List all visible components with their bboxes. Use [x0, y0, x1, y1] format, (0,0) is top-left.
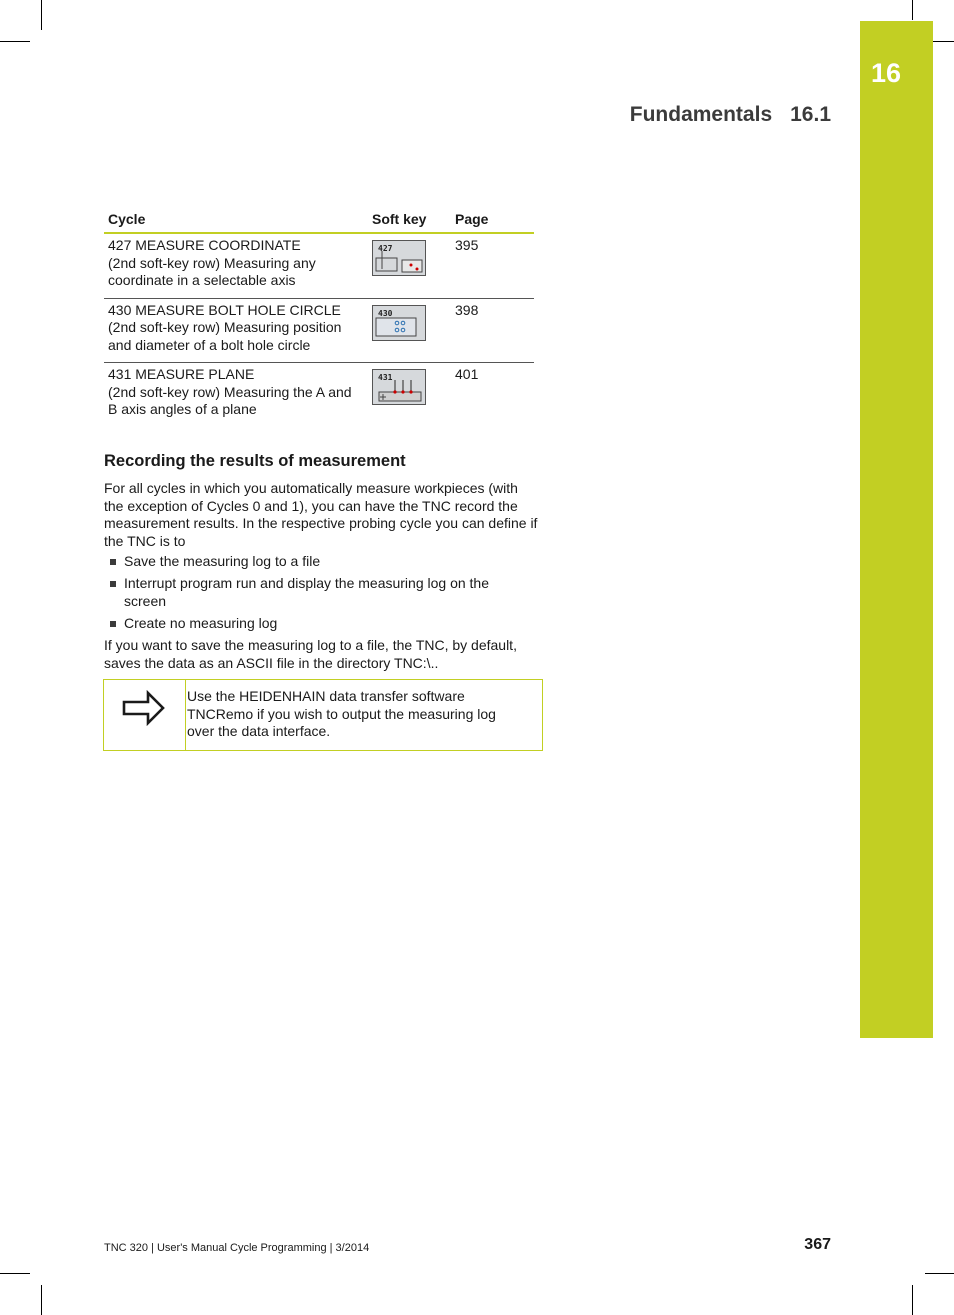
page-number: 367 — [804, 1236, 831, 1253]
page-cell: 398 — [451, 298, 534, 363]
note-divider — [185, 680, 186, 750]
softkey-431-button[interactable] — [372, 369, 426, 405]
cycle-cell — [104, 233, 368, 298]
bullet-icon — [110, 559, 116, 565]
note-box — [103, 679, 543, 751]
crop-mark — [41, 1285, 42, 1315]
table-row — [104, 363, 534, 427]
cycle-title: 427 MEASURE COORDINATE — [108, 237, 301, 253]
list-item — [104, 553, 524, 571]
header-section: 16.1 — [790, 103, 831, 126]
list-item — [104, 615, 524, 633]
column-header-cycle: Cycle — [104, 207, 368, 233]
bolt-hole-circle-icon — [373, 306, 425, 340]
cycle-description: (2nd soft-key row) Measuring position and diameter of a bolt hole circle — [108, 319, 342, 353]
measure-plane-icon — [373, 370, 425, 404]
chapter-number: 16 — [870, 58, 902, 88]
softkey-label: 431 — [378, 373, 393, 382]
list-item-text: Save the measuring log to a file — [124, 553, 321, 569]
cycle-title: 430 MEASURE BOLT HOLE CIRCLE — [108, 301, 341, 318]
softkey-427-button[interactable] — [372, 240, 426, 276]
outro-paragraph: If you want to save the measuring log to a file, the TNC, by default, saves the data as an ASCII file in the directory TNC:\.. — [104, 637, 517, 671]
crop-mark — [0, 1273, 30, 1274]
bullet-icon — [110, 581, 116, 587]
page-cell: 401 — [455, 366, 479, 382]
crop-mark — [925, 1273, 954, 1274]
cycle-table — [104, 207, 534, 427]
softkey-label: 430 — [378, 308, 393, 318]
bullet-list — [104, 553, 524, 637]
column-header-page: Page — [451, 207, 534, 233]
note-text: Use the HEIDENHAIN data transfer software TNCRemo if you wish to output the measuring log over the data interface. — [187, 688, 496, 739]
crop-mark — [41, 0, 42, 30]
cycle-cell — [104, 363, 368, 427]
list-item-text: Interrupt program run and display the measuring log on the screen — [124, 575, 489, 609]
cycle-description: (2nd soft-key row) Measuring any coordinate in a selectable axis — [108, 254, 316, 288]
softkey-cell — [368, 298, 451, 363]
softkey-430-button[interactable] — [372, 305, 426, 341]
softkey-cell — [368, 233, 451, 298]
crop-mark — [912, 0, 913, 20]
cycle-cell — [104, 298, 368, 363]
table-header-row — [104, 207, 534, 233]
arrow-right-icon — [122, 690, 166, 726]
footer-text: TNC 320 | User's Manual Cycle Programming | 3/2014 — [104, 1242, 370, 1254]
section-heading: Recording the results of measurement — [104, 452, 406, 470]
table-row — [104, 233, 534, 298]
list-item — [104, 575, 524, 610]
crop-mark — [0, 41, 30, 42]
page-cell: 395 — [451, 233, 534, 298]
cycle-description: (2nd soft-key row) Measuring the A and B axis angles of a plane — [108, 383, 352, 417]
table-row — [104, 298, 534, 363]
chapter-tab — [860, 21, 933, 1038]
header-title: Fundamentals — [629, 103, 773, 126]
softkey-label: 427 — [378, 244, 393, 253]
cycle-title: 431 MEASURE PLANE — [108, 366, 255, 382]
list-item-text: Create no measuring log — [124, 614, 278, 631]
bullet-icon — [110, 621, 116, 627]
crop-mark — [912, 1285, 913, 1315]
measure-coordinate-icon — [373, 241, 425, 275]
running-header — [630, 103, 831, 127]
intro-paragraph: For all cycles in which you automatically measure workpieces (with the exception of Cycles 0 and 1), you can have the TNC record the measurement results. In the respective probing cycle you can define if the TNC is to — [104, 480, 538, 549]
column-header-softkey: Soft key — [368, 207, 451, 233]
softkey-cell — [368, 363, 451, 427]
